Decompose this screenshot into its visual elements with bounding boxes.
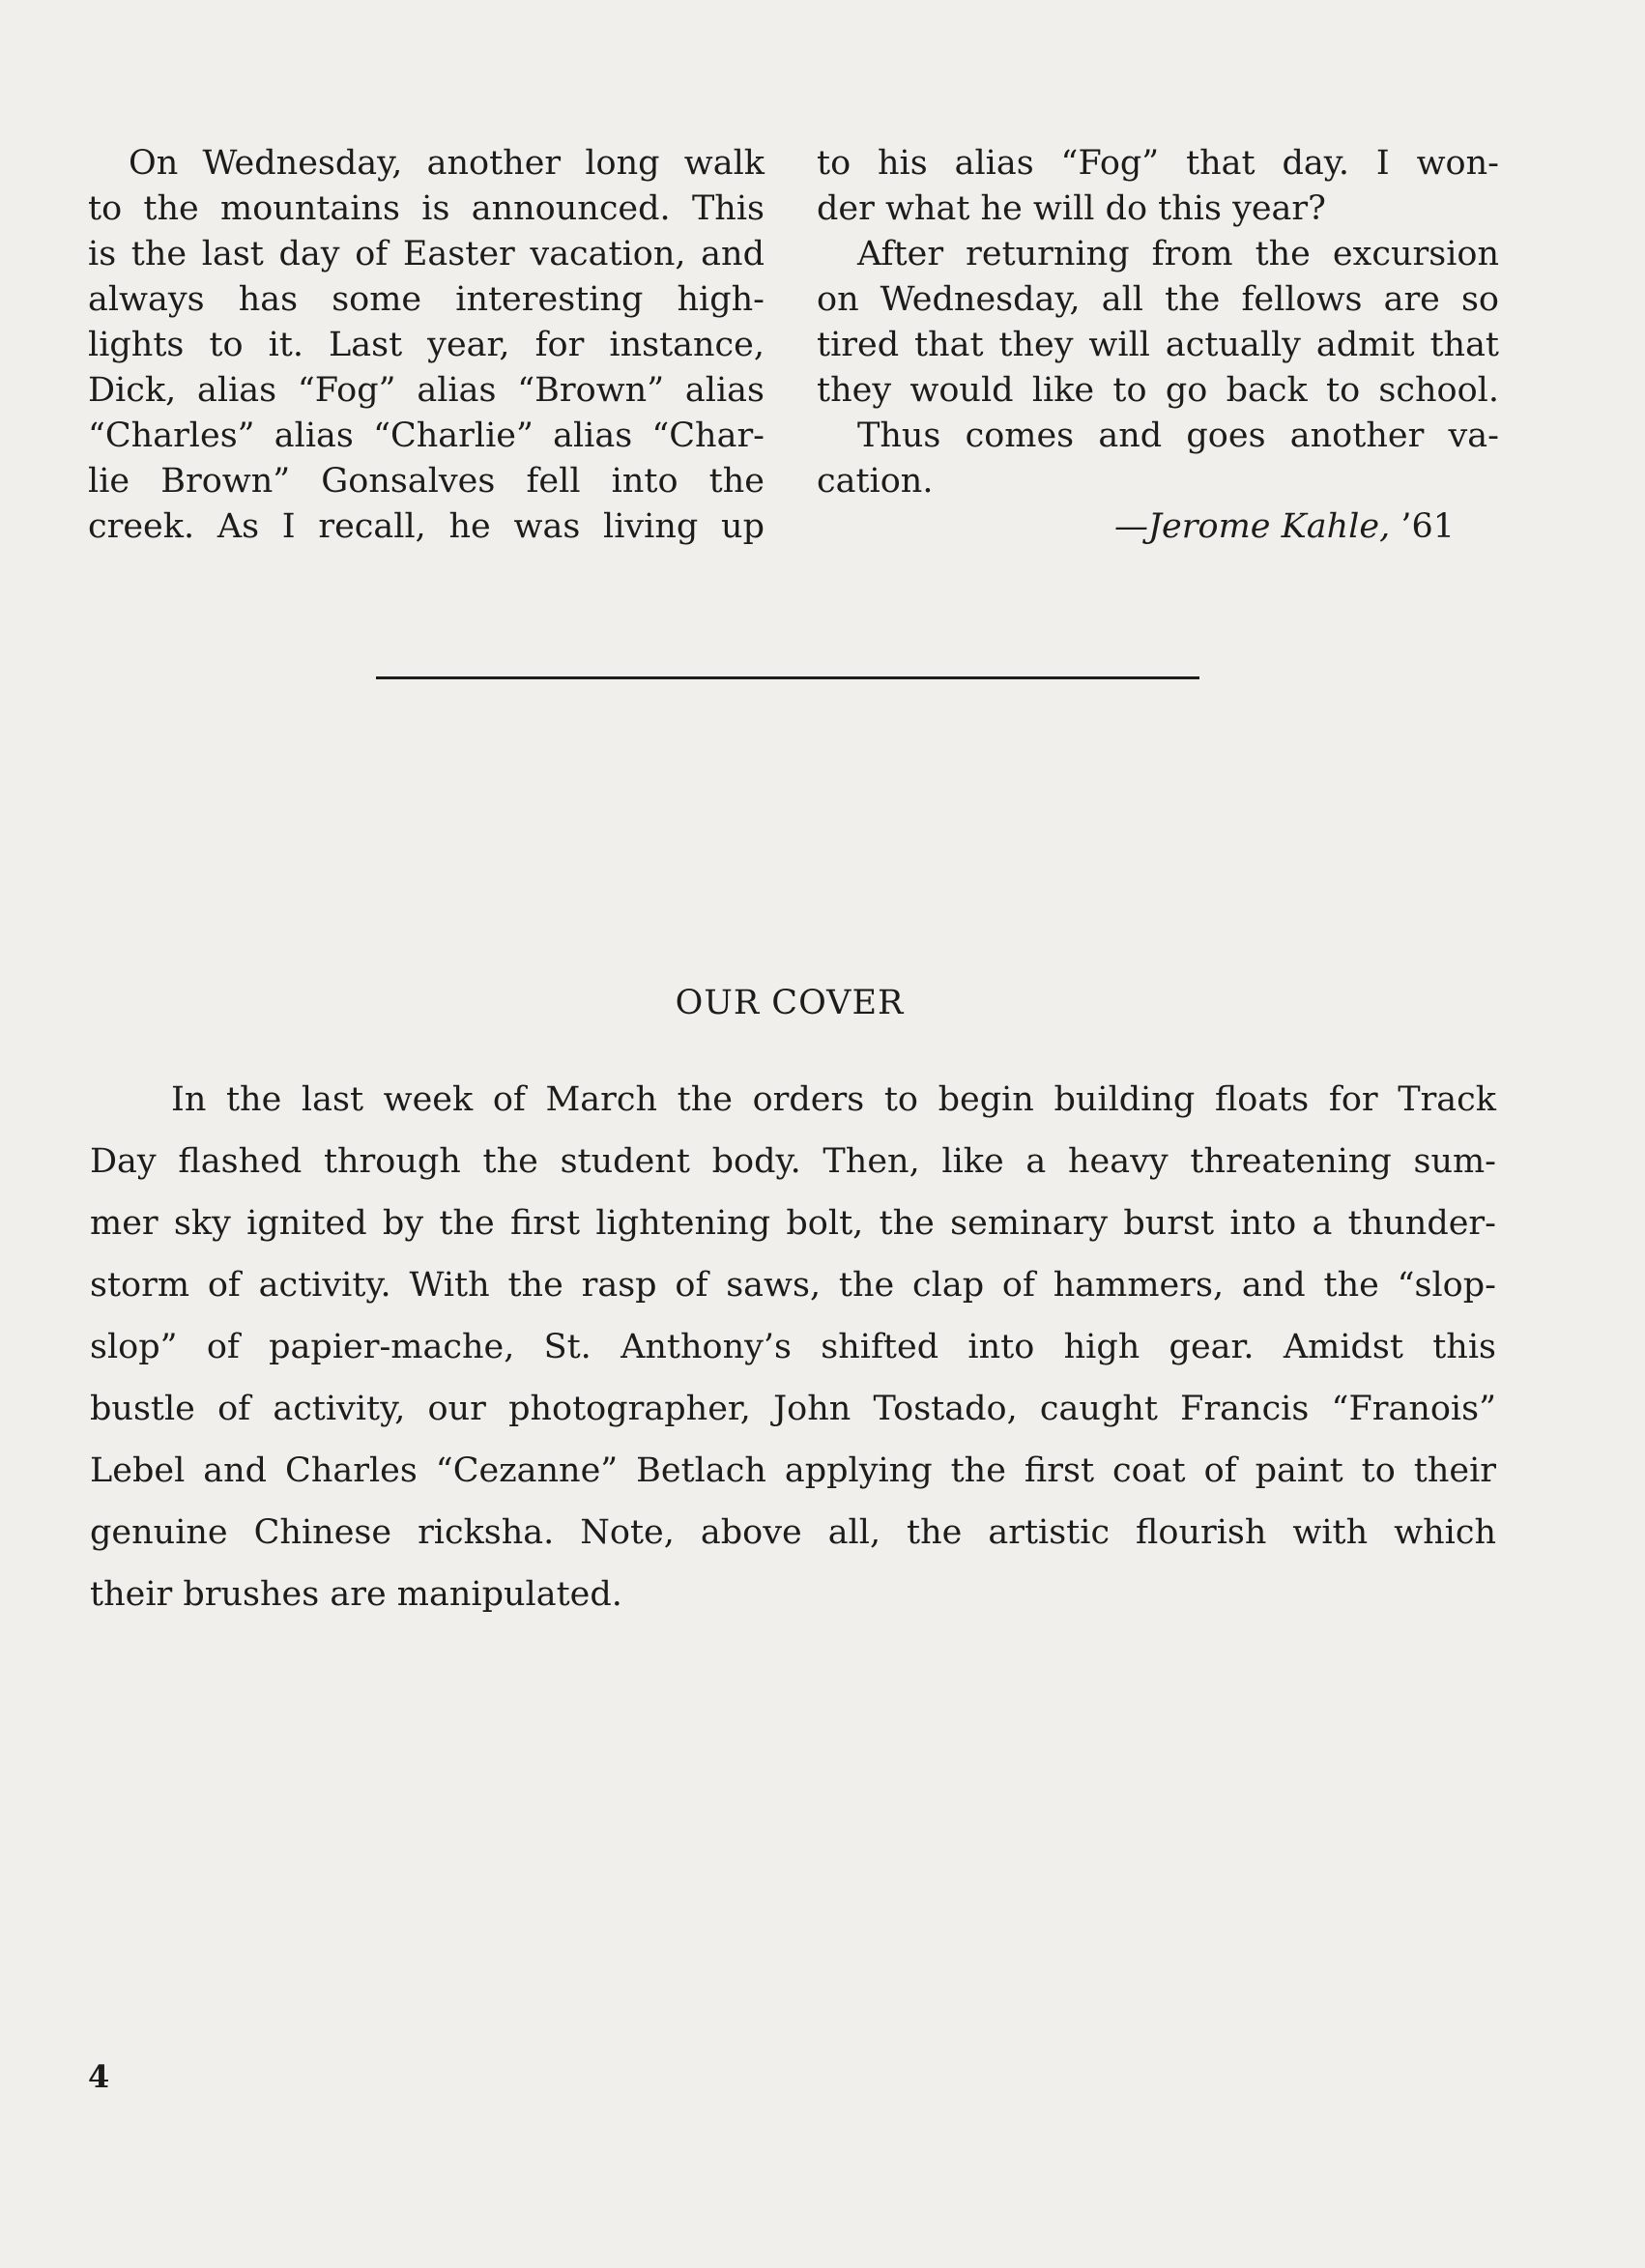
text-line: slop” of papier-mache, St. Anthony’s shifted into high gear. Amidst this	[90, 1328, 1496, 1366]
text-line: they would like to go back to school.	[817, 371, 1499, 410]
section-heading: OUR COVER	[675, 984, 905, 1022]
text-line: cation.	[817, 462, 934, 501]
author-signature	[817, 504, 1499, 550]
text-line: lights to it. Last year, for instance,	[88, 326, 765, 364]
text-line: always has some interesting high-	[88, 280, 765, 319]
text-line: lie Brown” Gonsalves fell into the	[88, 462, 765, 501]
text-line: bustle of activity, our photographer, John Tostado, caught Francis “Franois”	[90, 1390, 1496, 1428]
author-class-year: ’61	[1390, 507, 1455, 546]
section-divider	[376, 676, 1199, 679]
text-line: On Wednesday, another long walk	[129, 144, 765, 183]
text-line: tired that they will actually admit that	[817, 326, 1499, 364]
text-line: to his alias “Fog” that day. I won-	[817, 144, 1499, 183]
page-number: 4	[88, 2058, 110, 2095]
text-line: After returning from the excursion	[857, 235, 1499, 273]
cover-paragraph	[90, 1069, 1496, 1625]
text-line: creek. As I recall, he was living up	[88, 507, 765, 546]
text-line: In the last week of March the orders to begin building floats for Track	[171, 1080, 1496, 1119]
right-column	[817, 141, 1499, 550]
text-line: “Charles” alias “Charlie” alias “Char-	[88, 416, 765, 455]
text-line: genuine Chinese ricksha. Note, above all, the artistic flourish with which	[90, 1513, 1496, 1552]
author-name: —Jerome Kahle,	[1114, 507, 1391, 546]
text-line: storm of activity. With the rasp of saws, the clap of hammers, and the “slop-	[90, 1266, 1496, 1305]
text-line: Dick, alias “Fog” alias “Brown” alias	[88, 371, 765, 410]
text-line: mer sky ignited by the first lightening bolt, the seminary burst into a thunder-	[90, 1204, 1496, 1243]
text-line: Thus comes and goes another va-	[857, 416, 1499, 455]
left-column	[88, 141, 765, 550]
text-line: their brushes are manipulated.	[90, 1575, 622, 1614]
text-line: on Wednesday, all the fellows are so	[817, 280, 1499, 319]
text-line: Day flashed through the student body. Then, like a heavy threatening sum-	[90, 1142, 1496, 1181]
text-line: Lebel and Charles “Cezanne” Betlach applying the first coat of paint to their	[90, 1451, 1496, 1490]
text-line: is the last day of Easter vacation, and	[88, 235, 765, 273]
text-line: der what he will do this year?	[817, 189, 1326, 228]
text-line: to the mountains is announced. This	[88, 189, 765, 228]
